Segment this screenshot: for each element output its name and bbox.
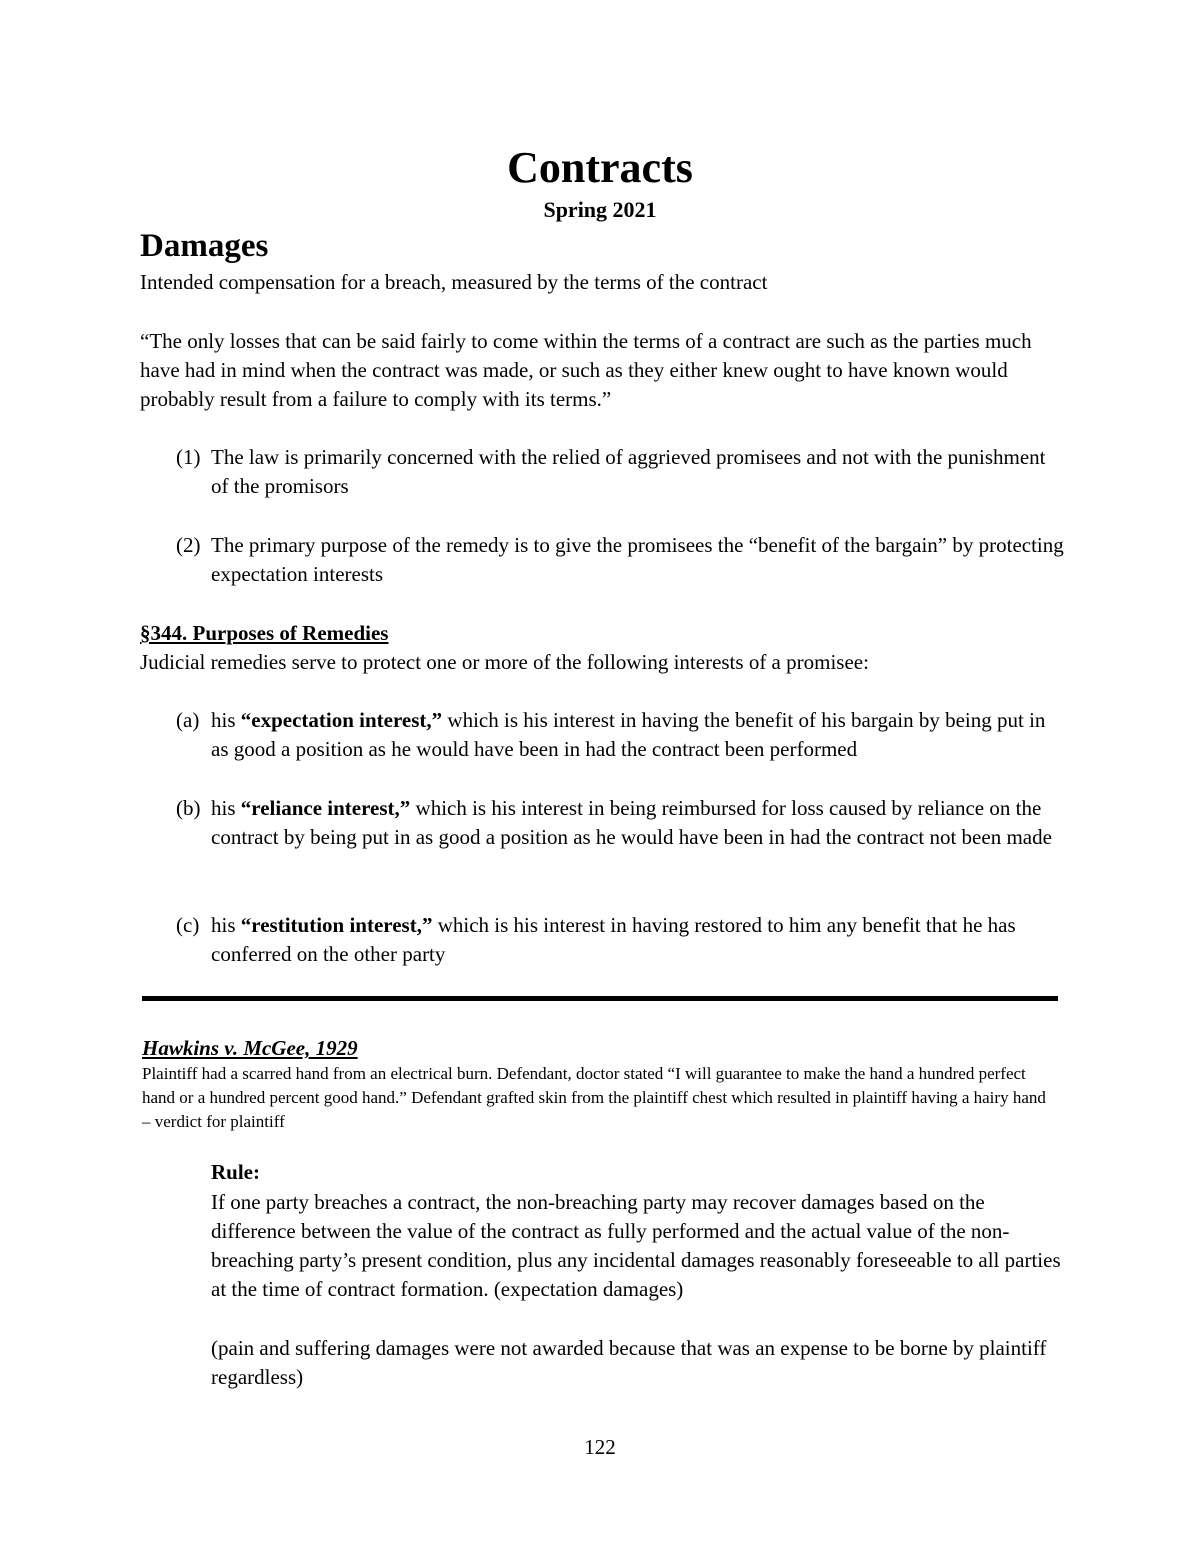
- document-subtitle: Spring 2021: [543, 197, 657, 222]
- point-label: (2): [176, 533, 201, 557]
- damages-quote: “The only losses that can be said fairly to come within the terms of a contract are such as the parties much have had in mind when the contract was made, or such as they either knew ought to have known would probably result from a failure to comply with its terms.”: [140, 329, 1032, 411]
- item-text: his “expectation interest,” which is his interest in having the benefit of his bargain by being put in as good a position as he would have been in had the contract been performed: [211, 708, 1046, 761]
- section-title-purposes-of-remedies: §344. Purposes of Remedies: [140, 621, 389, 645]
- point-label: (1): [176, 445, 201, 469]
- section-intro: Judicial remedies serve to protect one or more of the following interests of a promisee:: [140, 650, 869, 674]
- item-label: (a): [176, 708, 200, 732]
- document-title: Contracts: [507, 143, 693, 192]
- point-text: The law is primarily concerned with the relied of aggrieved promisees and not with the punishment of the promisors: [211, 445, 1046, 498]
- case-title: Hawkins v. McGee, 1929: [142, 1036, 358, 1060]
- interest-item: [176, 911, 1066, 969]
- item-label: (b): [176, 796, 201, 820]
- interest-term: “restitution interest,”: [240, 913, 433, 937]
- case-facts: Plaintiff had a scarred hand from an electrical burn. Defendant, doctor stated “I will guarantee to make the hand a hundred perfect hand or a hundred percent good hand.” Defendant grafted skin from the plaintiff chest which resulted in plaintiff having a hairy hand – verdict for plaintiff: [142, 1064, 1046, 1131]
- horizontal-divider: [142, 996, 1058, 1001]
- point-text: The primary purpose of the remedy is to give the promisees the “benefit of the bargain” by protecting expectation interests: [211, 533, 1064, 586]
- interest-item: [176, 706, 1066, 764]
- rule-text: If one party breaches a contract, the non-breaching party may recover damages based on the difference between the value of the contract as fully performed and the actual value of the non-breaching party’s present condition, plus any incidental damages reasonably foreseeable to all parties at the time of contract formation. (expectation damages): [211, 1190, 1061, 1301]
- page-number: 122: [584, 1435, 616, 1459]
- item-label: (c): [176, 913, 200, 937]
- interest-term: “expectation interest,”: [240, 708, 443, 732]
- numbered-point: [176, 531, 1066, 589]
- item-text: his “restitution interest,” which is his interest in having restored to him any benefit that he has conferred on the other party: [211, 913, 1016, 966]
- section-heading-damages: Damages: [140, 228, 269, 264]
- damages-definition: Intended compensation for a breach, measured by the terms of the contract: [140, 270, 768, 294]
- interest-item: [176, 794, 1066, 852]
- numbered-point: [176, 443, 1066, 501]
- rule-label: Rule:: [211, 1160, 260, 1184]
- interest-term: “reliance interest,”: [240, 796, 411, 820]
- rule-note: (pain and suffering damages were not awarded because that was an expense to be borne by plaintiff regardless): [211, 1336, 1047, 1389]
- item-text: his “reliance interest,” which is his interest in being reimbursed for loss caused by reliance on the contract by being put in as good a position as he would have been in had the contract not been made: [211, 796, 1052, 849]
